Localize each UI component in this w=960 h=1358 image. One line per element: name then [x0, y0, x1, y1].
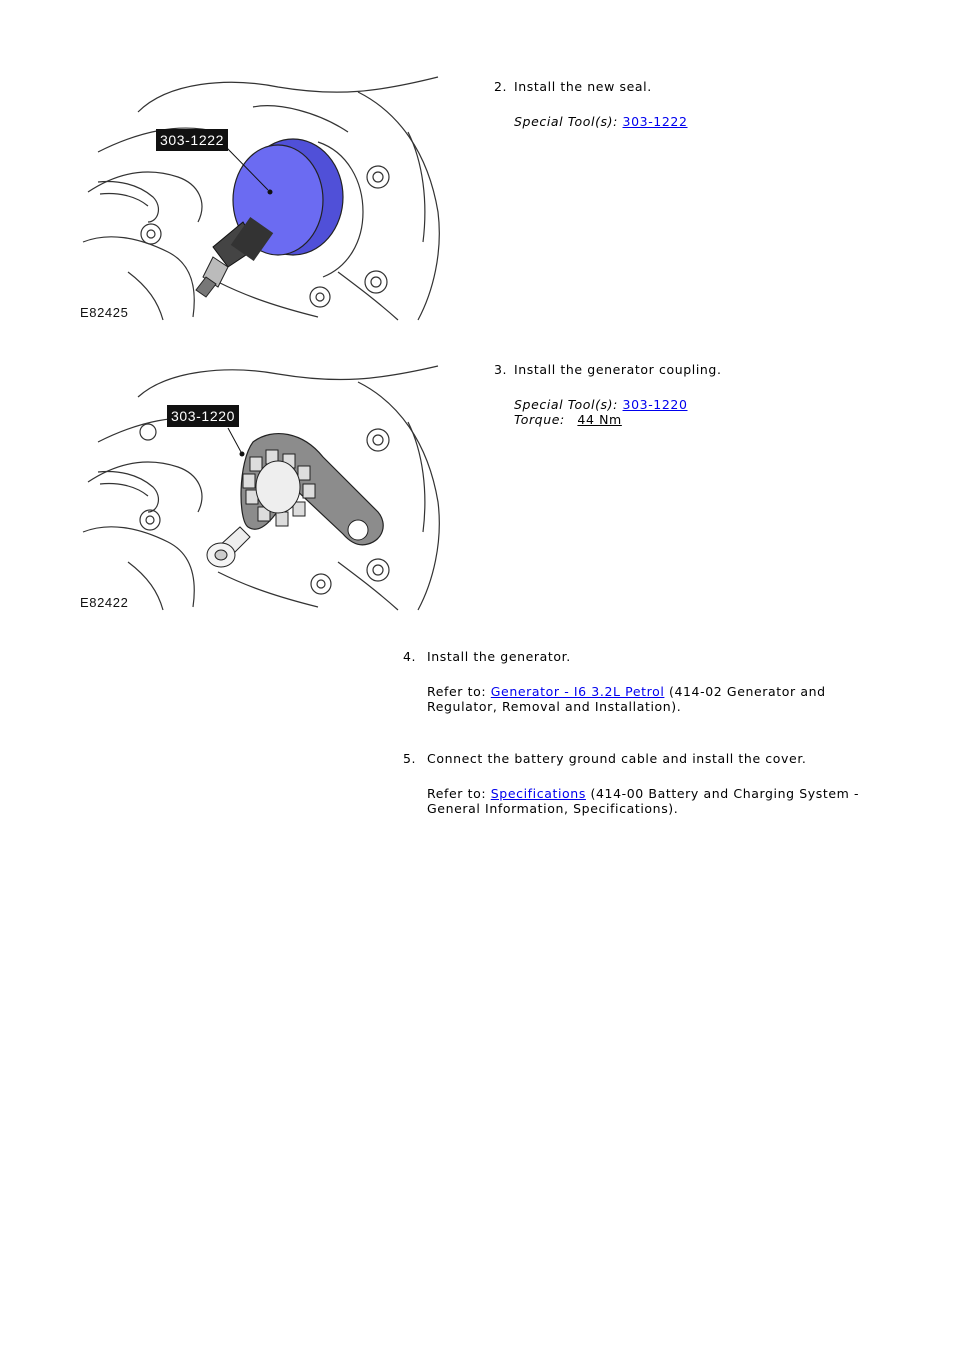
figure-ref: E82422	[80, 595, 129, 610]
seal-install-illustration	[78, 72, 458, 322]
step-text: Install the generator.	[427, 649, 571, 664]
step-number: 3.	[494, 362, 508, 377]
step-number: 2.	[494, 79, 508, 94]
special-tool-label: Special Tool(s):	[514, 397, 618, 412]
refer-to-paragraph	[427, 684, 883, 714]
coupling-install-illustration	[78, 362, 458, 612]
special-tool-link[interactable]: 303-1220	[622, 397, 688, 412]
generator-link[interactable]: Generator - I6 3.2L Petrol	[490, 684, 665, 699]
step-4	[403, 649, 883, 714]
step-5	[403, 751, 883, 816]
step-text: Connect the battery ground cable and install the cover.	[427, 751, 807, 766]
step-number: 4.	[403, 649, 417, 664]
refer-label: Refer to:	[427, 786, 487, 801]
step-text: Install the generator coupling.	[514, 362, 722, 377]
step-2	[494, 79, 894, 129]
seal-installer-tool	[196, 139, 343, 297]
refer-detail: (414-00 Battery and Charging System - General Information, Specifications).	[427, 786, 860, 816]
figure-seal-install	[78, 72, 458, 322]
step-text: Install the new seal.	[514, 79, 652, 94]
figure-ref: E82425	[80, 305, 129, 320]
torque-label: Torque:	[514, 412, 565, 427]
refer-detail: (414-02 Generator and Regulator, Removal and Installation).	[427, 684, 826, 714]
generator-coupling-tool	[228, 428, 383, 545]
special-tool-label: Special Tool(s):	[514, 114, 618, 129]
step-number: 5.	[403, 751, 417, 766]
figure-callout: 303-1222	[160, 132, 224, 148]
special-tool-link[interactable]: 303-1222	[622, 114, 688, 129]
specifications-link[interactable]: Specifications	[490, 786, 586, 801]
figure-coupling-install	[78, 362, 458, 612]
refer-label: Refer to:	[427, 684, 487, 699]
step-3	[494, 362, 894, 427]
coupling-bolt	[207, 527, 250, 567]
torque-value: 44 Nm	[577, 412, 622, 427]
refer-to-paragraph	[427, 786, 883, 816]
figure-callout: 303-1220	[171, 408, 235, 424]
